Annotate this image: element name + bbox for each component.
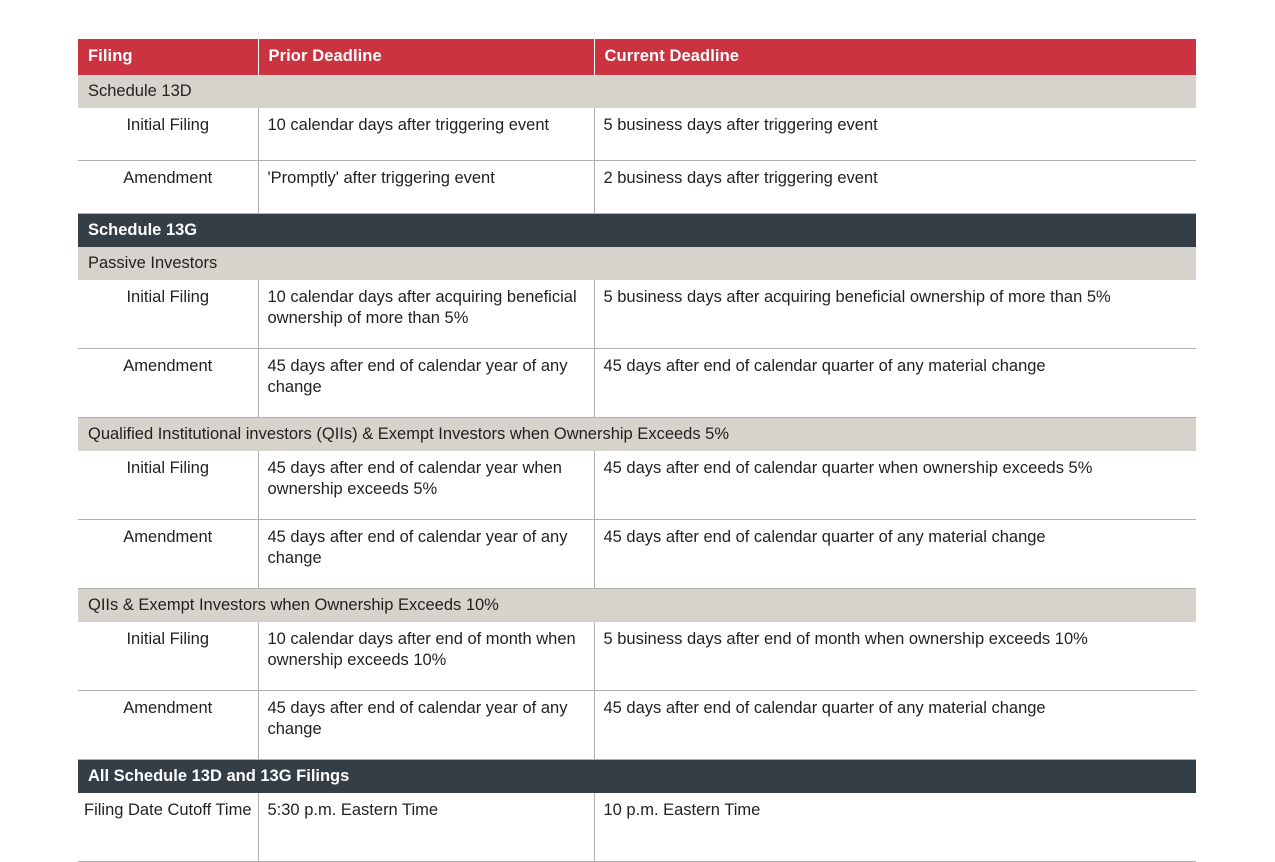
filing-deadlines-table-wrapper <box>78 39 1196 862</box>
section-header-all-13d-13g <box>78 760 1196 794</box>
section-header-qiis-exempt-5 <box>78 418 1196 452</box>
cell-filing: Amendment <box>78 161 258 214</box>
cell-prior-deadline: 5:30 p.m. Eastern Time <box>258 793 594 862</box>
section-title: Schedule 13D <box>78 75 1196 108</box>
cell-filing: Filing Date Cutoff Time <box>78 793 258 862</box>
cell-prior-deadline: 10 calendar days after triggering event <box>258 108 594 161</box>
section-header-schedule-13g <box>78 214 1196 248</box>
section-title: Qualified Institutional investors (QIIs) & Exempt Investors when Ownership Exceeds 5% <box>78 418 1196 452</box>
table-body <box>78 75 1196 862</box>
section-title: Passive Investors <box>78 247 1196 280</box>
cell-current-deadline: 2 business days after triggering event <box>594 161 1196 214</box>
section-title: Schedule 13G <box>78 214 1196 248</box>
cell-filing: Initial Filing <box>78 280 258 349</box>
cell-filing: Amendment <box>78 691 258 760</box>
table-row <box>78 793 1196 862</box>
table-row <box>78 108 1196 161</box>
table-row <box>78 280 1196 349</box>
cell-prior-deadline: 10 calendar days after acquiring beneficial ownership of more than 5% <box>258 280 594 349</box>
cell-filing: Amendment <box>78 520 258 589</box>
cell-current-deadline: 45 days after end of calendar quarter of any material change <box>594 349 1196 418</box>
section-header-passive-investors <box>78 247 1196 280</box>
column-header-current-deadline: Current Deadline <box>594 39 1196 75</box>
cell-prior-deadline: 10 calendar days after end of month when ownership exceeds 10% <box>258 622 594 691</box>
table-row <box>78 520 1196 589</box>
cell-current-deadline: 5 business days after triggering event <box>594 108 1196 161</box>
section-header-qiis-exempt-10 <box>78 589 1196 623</box>
section-title: QIIs & Exempt Investors when Ownership Exceeds 10% <box>78 589 1196 623</box>
table-row <box>78 349 1196 418</box>
column-header-filing: Filing <box>78 39 258 75</box>
cell-current-deadline: 45 days after end of calendar quarter when ownership exceeds 5% <box>594 451 1196 520</box>
section-title: All Schedule 13D and 13G Filings <box>78 760 1196 794</box>
table-header <box>78 39 1196 75</box>
cell-current-deadline: 45 days after end of calendar quarter of any material change <box>594 691 1196 760</box>
table-row <box>78 451 1196 520</box>
cell-prior-deadline: 45 days after end of calendar year of any change <box>258 691 594 760</box>
cell-prior-deadline: 'Promptly' after triggering event <box>258 161 594 214</box>
cell-current-deadline: 5 business days after acquiring beneficial ownership of more than 5% <box>594 280 1196 349</box>
cell-filing: Initial Filing <box>78 622 258 691</box>
cell-current-deadline: 5 business days after end of month when ownership exceeds 10% <box>594 622 1196 691</box>
table-row <box>78 161 1196 214</box>
cell-current-deadline: 10 p.m. Eastern Time <box>594 793 1196 862</box>
column-header-prior-deadline: Prior Deadline <box>258 39 594 75</box>
cell-prior-deadline: 45 days after end of calendar year of any change <box>258 349 594 418</box>
table-header-row <box>78 39 1196 75</box>
table-row <box>78 691 1196 760</box>
cell-filing: Initial Filing <box>78 108 258 161</box>
section-header-schedule-13d <box>78 75 1196 108</box>
filing-deadlines-table <box>78 39 1196 862</box>
cell-prior-deadline: 45 days after end of calendar year when ownership exceeds 5% <box>258 451 594 520</box>
cell-filing: Initial Filing <box>78 451 258 520</box>
cell-prior-deadline: 45 days after end of calendar year of any change <box>258 520 594 589</box>
table-row <box>78 622 1196 691</box>
cell-filing: Amendment <box>78 349 258 418</box>
cell-current-deadline: 45 days after end of calendar quarter of any material change <box>594 520 1196 589</box>
